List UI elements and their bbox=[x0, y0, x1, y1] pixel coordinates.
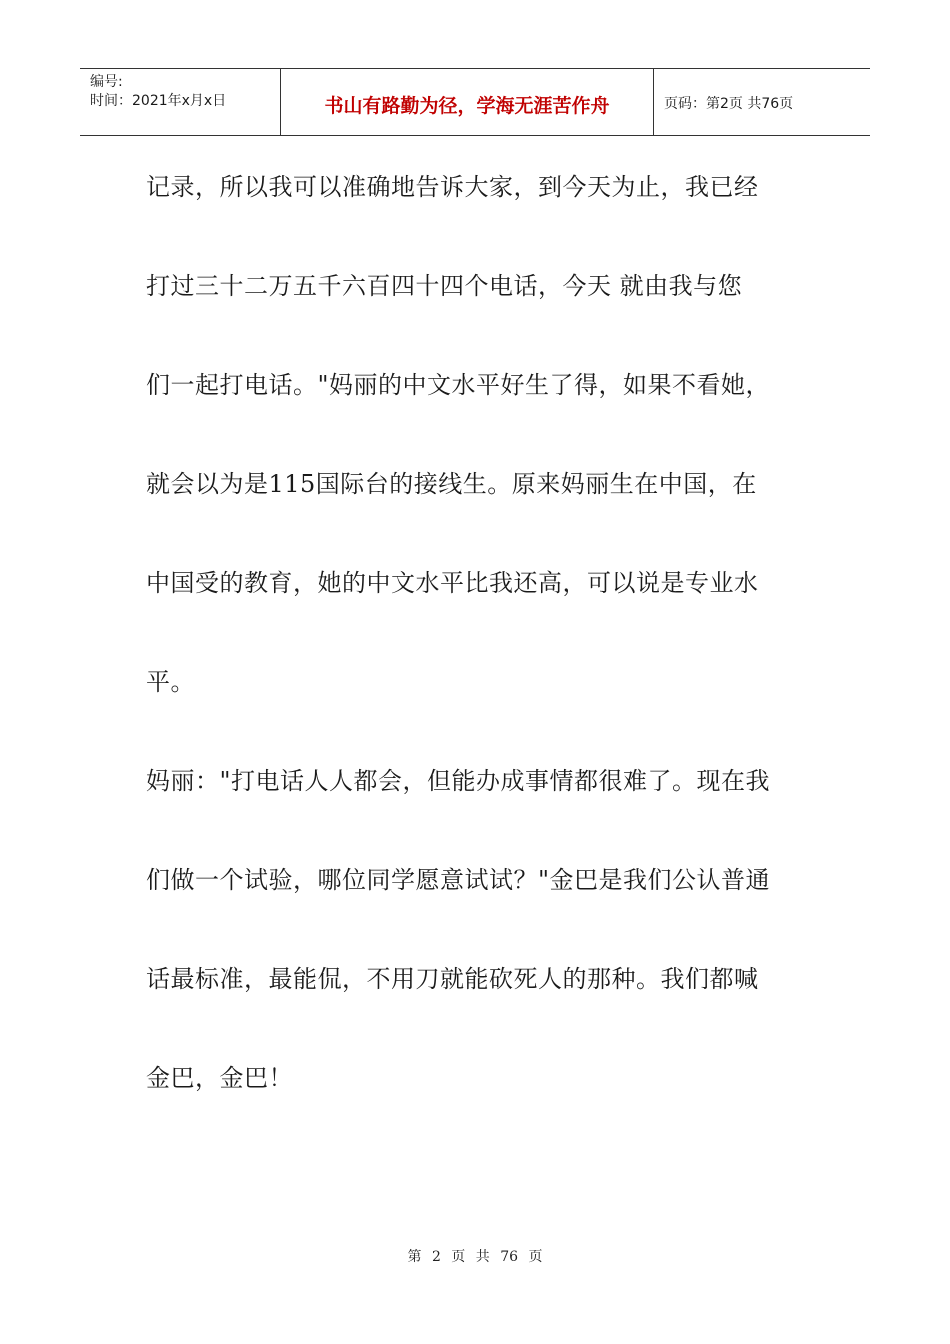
header-page-number: 页码：第2页 共76页 bbox=[664, 96, 794, 112]
body-line: 中国受的教育，她的中文水平比我还高，可以说是专业水 bbox=[146, 569, 759, 597]
header-meta-cell bbox=[80, 69, 281, 135]
page-footer bbox=[0, 1246, 950, 1266]
body-line: 妈丽："打电话人人都会，但能办成事情都很难了。现在我 bbox=[146, 767, 771, 795]
body-line: 们一起打电话。"妈丽的中文水平好生了得，如果不看她， bbox=[146, 371, 771, 399]
footer-page-number: 第 2 页 共 76 页 bbox=[407, 1249, 543, 1265]
body-line: 平。 bbox=[146, 668, 195, 696]
body-line: 打过三十二万五千六百四十四个电话，今天 就由我与您 bbox=[146, 272, 743, 300]
body-line: 就会以为是115国际台的接线生。原来妈丽生在中国，在 bbox=[146, 470, 757, 498]
header-time: 时间：2021年x月x日 bbox=[90, 93, 227, 109]
header-motto-cell bbox=[281, 69, 654, 135]
header-page-cell bbox=[654, 69, 870, 135]
body-line: 们做一个试验，哪位同学愿意试试？"金巴是我们公认普通 bbox=[146, 866, 771, 894]
document-header bbox=[80, 68, 870, 136]
document-body bbox=[146, 160, 816, 1150]
body-line: 金巴，金巴！ bbox=[146, 1064, 293, 1092]
header-number: 编号: bbox=[90, 74, 123, 90]
body-line: 话最标准，最能侃，不用刀就能砍死人的那种。我们都喊 bbox=[146, 965, 759, 993]
header-motto: 书山有路勤为径，学海无涯苦作舟 bbox=[324, 94, 610, 117]
body-line: 记录，所以我可以准确地告诉大家，到今天为止，我已经 bbox=[146, 173, 759, 201]
